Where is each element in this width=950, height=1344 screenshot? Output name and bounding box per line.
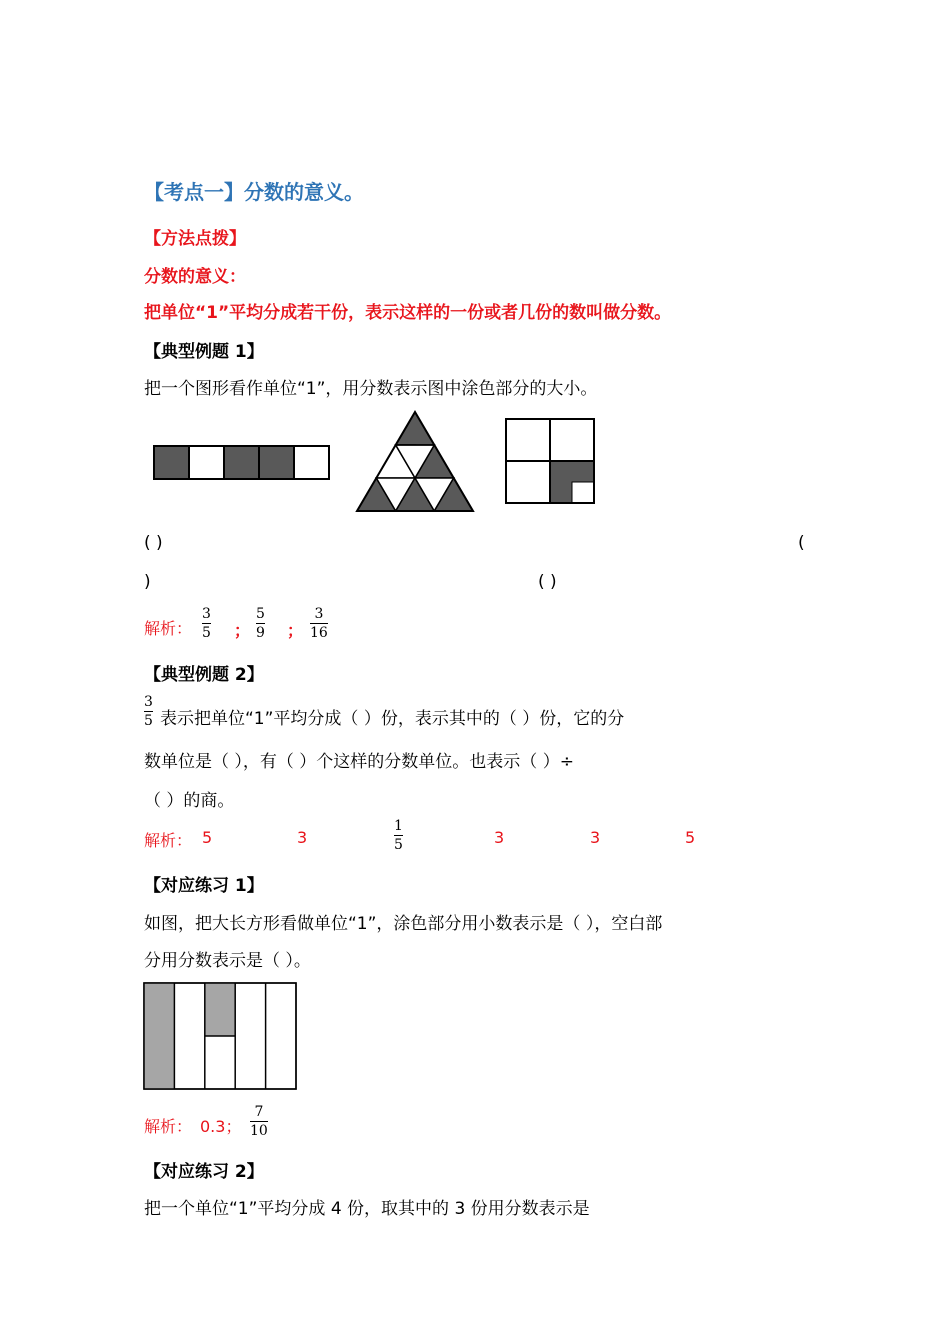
practice1-answer-fraction: 7 10 (250, 1104, 268, 1139)
rect-shaded-column (144, 983, 174, 1089)
tri-top (396, 412, 435, 445)
square-white-small (572, 482, 594, 503)
practice2-tag: 【对应练习 2】 (144, 1162, 264, 1182)
blank-c[interactable]: ( ) (538, 572, 557, 592)
practice1-line2: 分用分数表示是（ ）。 (144, 951, 311, 971)
strip-cell-2 (189, 446, 224, 479)
separator-1: ； (234, 621, 251, 640)
example1-answer-1: 3 5 (202, 606, 211, 641)
example2-answer-4: 3 (590, 828, 601, 847)
example1-question: 把一个图形看作单位“1”，用分数表示图中涂色部分的大小。 (144, 379, 598, 399)
figure-triangle (352, 408, 478, 512)
example2-line1: 表示把单位“1”平均分成（ ）份，表示其中的（ ）份，它的分 (160, 709, 625, 729)
strip-cell-3 (224, 446, 259, 479)
example2-answer-fraction: 1 5 (394, 818, 403, 853)
practice1-answer-label: 解析： (144, 1117, 193, 1136)
method-definition: 把单位“1”平均分成若干份，表示这样的一份或者几份的数叫做分数。 (144, 303, 672, 323)
example2-fraction: 3 5 (144, 694, 153, 729)
blank-a[interactable]: ( ) (144, 533, 163, 553)
strip-cell-5 (294, 446, 329, 479)
example1-answer-2: 5 9 (256, 606, 265, 641)
practice2-line1: 把一个单位“1”平均分成 4 份，取其中的 3 份用分数表示是 (144, 1199, 590, 1219)
figure-rectangle (142, 981, 298, 1091)
blank-b-open[interactable]: ( (798, 533, 805, 553)
example2-answer-3: 3 (494, 828, 505, 847)
figure-strip (150, 442, 332, 482)
example2-answer-label: 解析： (144, 831, 193, 850)
section-heading: 【考点一】分数的意义。 (144, 180, 364, 204)
example1-answer-3: 3 16 (310, 606, 328, 641)
blank-b-close[interactable]: ) (144, 572, 151, 592)
example2-answer-5: 5 (685, 828, 696, 847)
example2-line3: （ ）的商。 (144, 791, 235, 811)
method-tag: 【方法点拨】 (144, 229, 246, 249)
example2-answer-1: 5 (202, 828, 213, 847)
example2-line2: 数单位是（ ），有（ ）个这样的分数单位。也表示（ ）÷ (144, 752, 574, 772)
example2-answer-2: 3 (297, 828, 308, 847)
strip-cell-4 (259, 446, 294, 479)
example1-answer-label: 解析： (144, 619, 193, 638)
figure-square (503, 416, 597, 506)
method-title: 分数的意义： (144, 267, 246, 287)
separator-2: ； (287, 621, 304, 640)
rect-shaded-half (205, 983, 235, 1036)
example2-tag: 【典型例题 2】 (144, 665, 264, 685)
strip-cell-1 (154, 446, 189, 479)
example1-tag: 【典型例题 1】 (144, 342, 264, 362)
practice1-tag: 【对应练习 1】 (144, 876, 264, 896)
practice1-answer-decimal: 0.3； (200, 1117, 242, 1136)
practice1-line1: 如图，把大长方形看做单位“1”，涂色部分用小数表示是（ ），空白部 (144, 914, 663, 934)
